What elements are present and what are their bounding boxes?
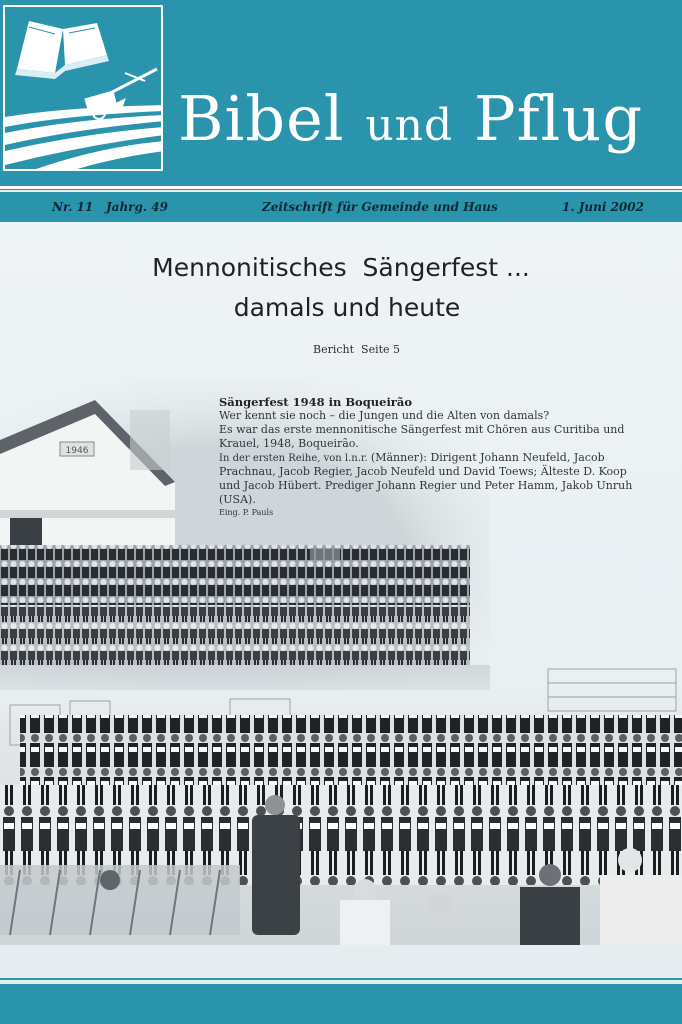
caption-line1: Wer kennt sie noch – die Jungen und die Alten von damals? [219, 409, 550, 422]
choir-photo [0, 665, 682, 945]
photo-caption [219, 395, 639, 518]
headline-line1: Mennonitisches Sängerfest ... [152, 253, 530, 282]
issue-date: 1. Juni 2002 [562, 200, 644, 214]
issue-bar [0, 192, 682, 222]
crowd-back-rows [0, 545, 470, 605]
issue-number: Nr. 11 [52, 200, 94, 214]
issue-subtitle: Zeitschrift für Gemeinde und Haus [262, 200, 498, 214]
magazine-title [178, 74, 643, 164]
caption-names-prefix: In der ersten Reihe, von l.n.r. [219, 453, 371, 464]
masthead-rule [0, 186, 682, 189]
logo [3, 5, 163, 171]
headline-line2: damals und heute [233, 293, 461, 322]
church-year-sign: 1946 [65, 446, 89, 456]
conductor [252, 795, 300, 935]
bottom-band [0, 984, 682, 1024]
caption-title: Sängerfest 1948 in Boqueirão [219, 395, 412, 409]
report-reference: Bericht Seite 5 [313, 343, 401, 356]
title-bibel: Bibel [178, 82, 345, 155]
masthead [0, 0, 682, 190]
issue-year: Jahrg. 49 [106, 200, 168, 214]
crowd-front-rows [0, 605, 470, 665]
title-und: und [365, 100, 454, 151]
headline [0, 248, 682, 328]
caption-names-text: (Männer): Dirigent Johann Neufeld, Jacob Prachnau, Jacob Regier, Jacob Neufeld und David Toews; Älteste D. Koop und Jacob Hübert. Prediger Johann Regier und Peter Hamm, Jakob Unruh (USA). [219, 451, 633, 506]
caption-line2: Es war das erste mennonitische Sängerfest mit Chören aus Curitiba und Krauel, 1948, Boqueirão. [219, 423, 625, 450]
title-pflug: Pflug [473, 82, 644, 155]
caption-names [219, 451, 639, 507]
bottom-rule [0, 978, 682, 980]
caption-credit: Eing. P. Pauls [219, 508, 274, 517]
